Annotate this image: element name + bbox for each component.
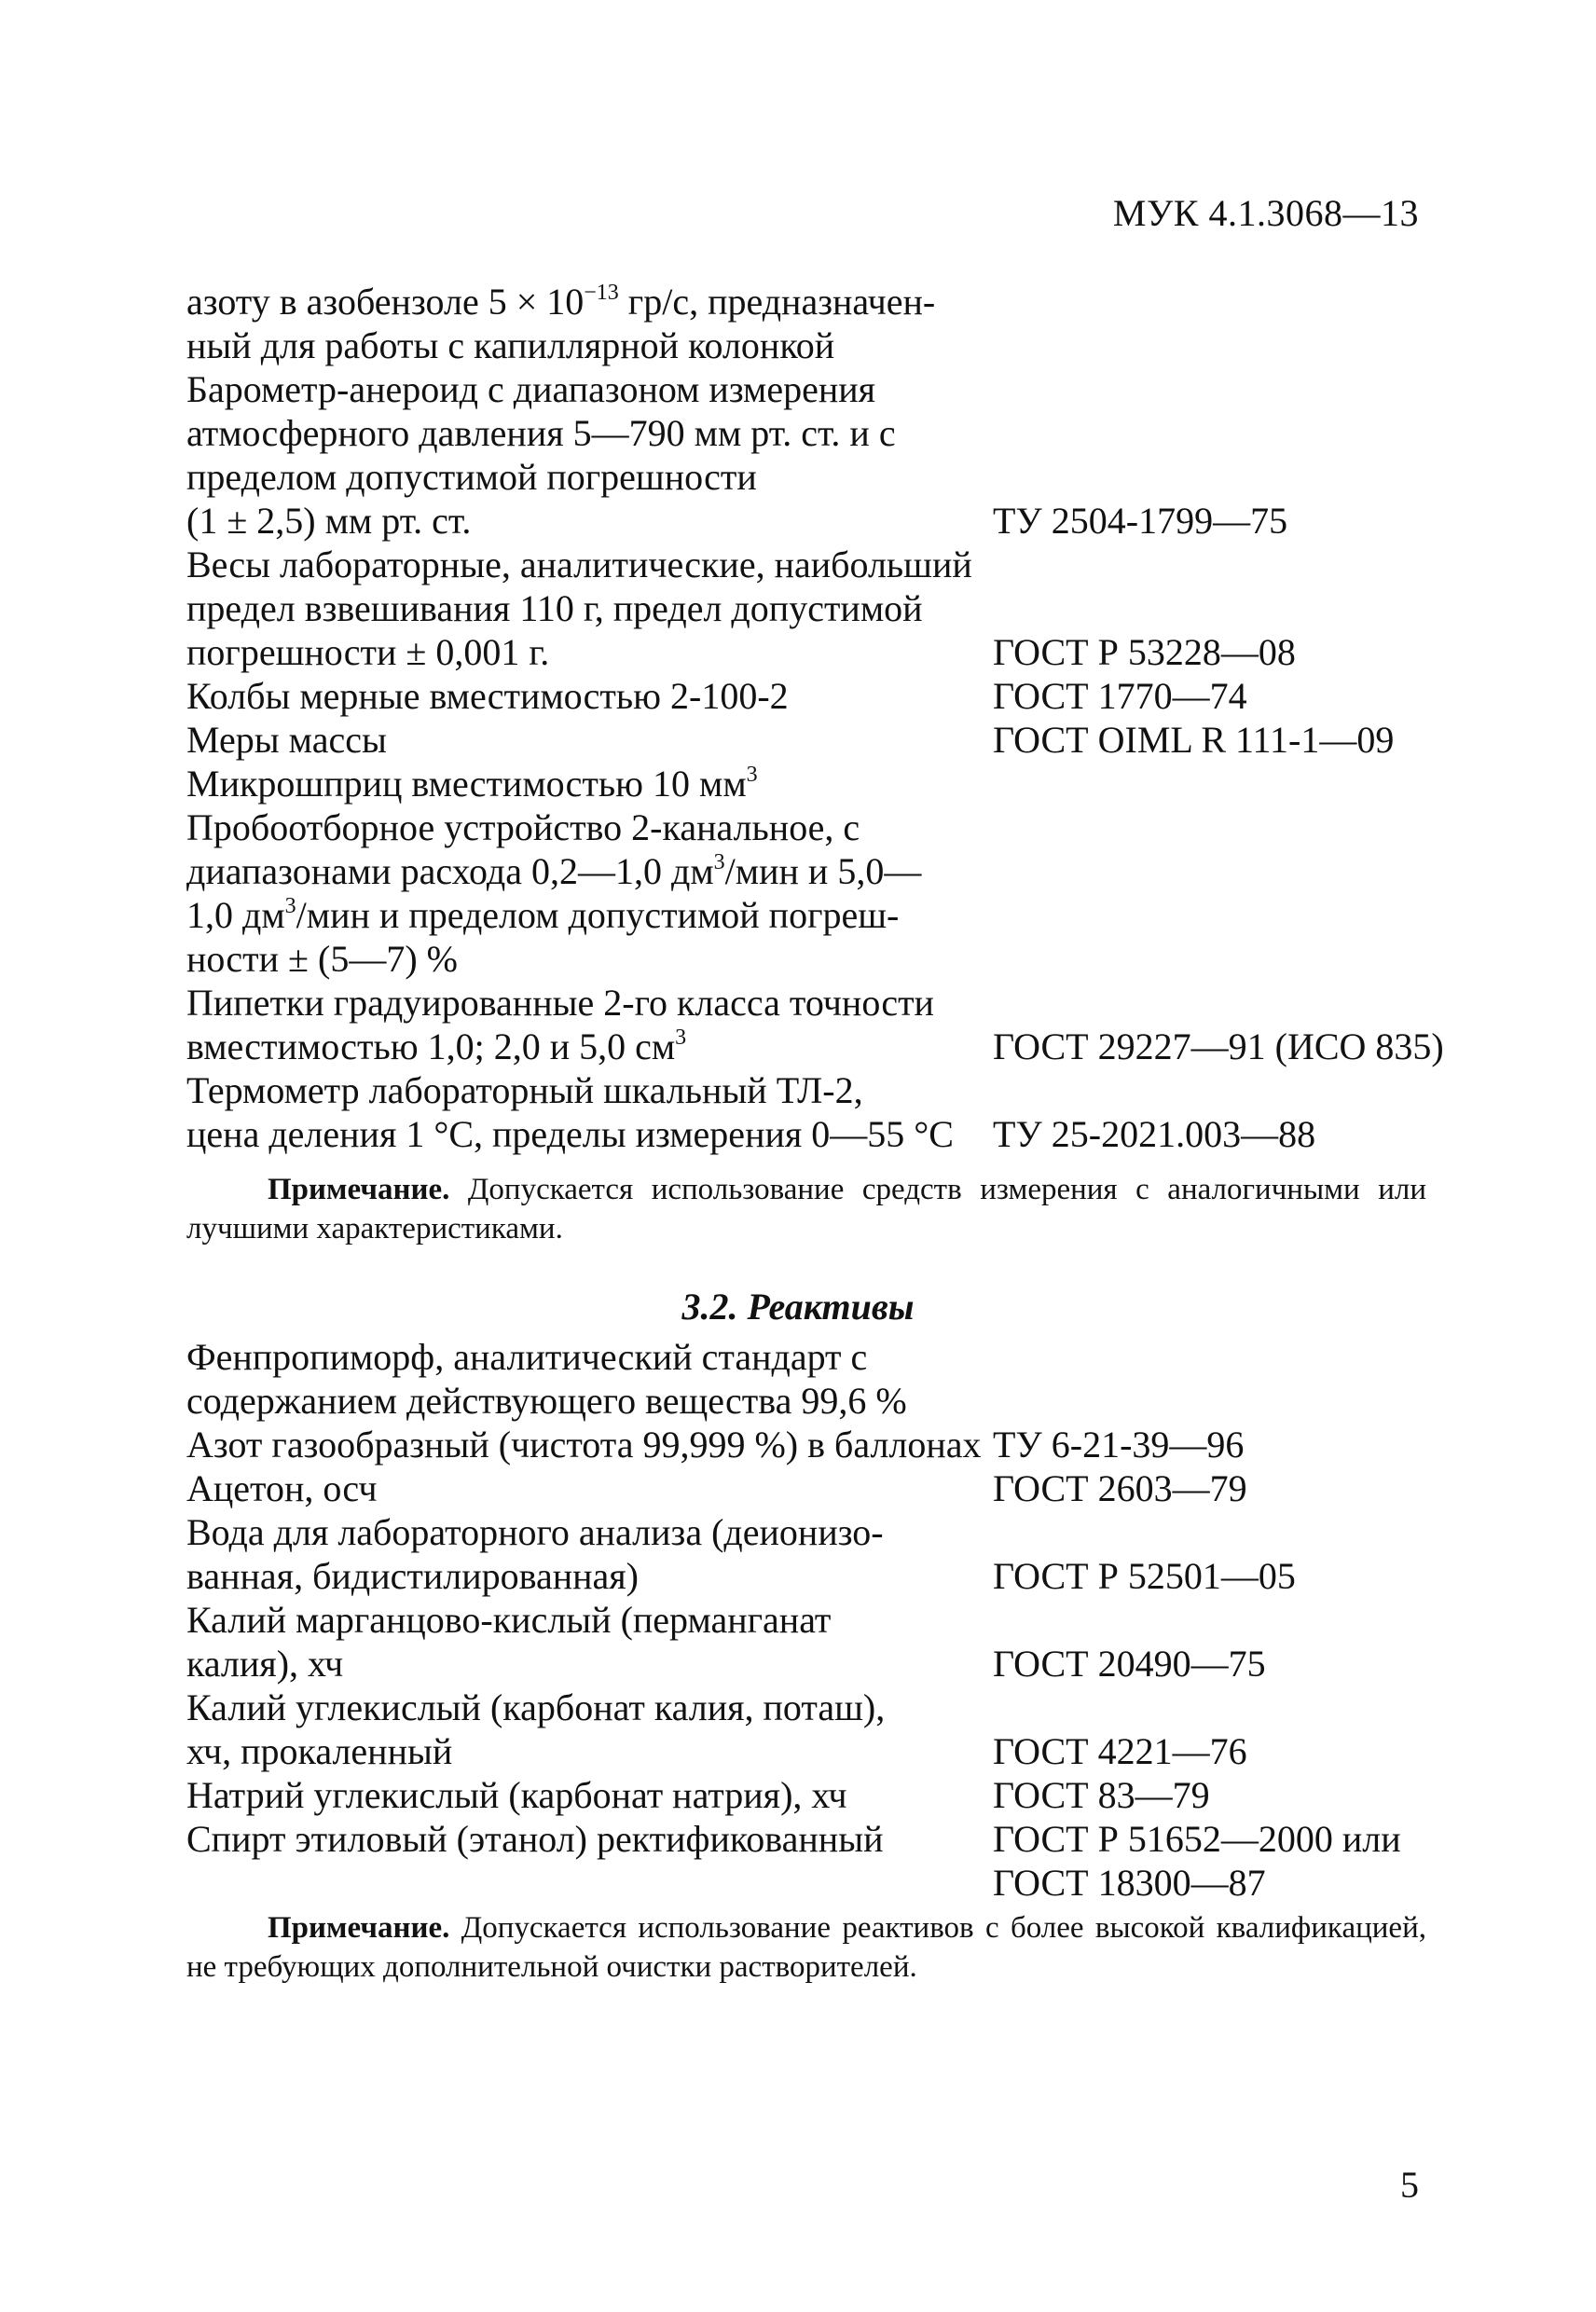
instrument-row bbox=[186, 674, 1492, 718]
instrument-row-standard: ГОСТ 29227—91 (ИСО 835) bbox=[993, 1025, 1444, 1067]
reagent-row-line: Азот газообразный (чистота 99,999 %) в баллонах bbox=[186, 1424, 982, 1466]
instrument-row-name bbox=[186, 367, 993, 543]
instrument-row-name bbox=[186, 718, 993, 762]
instrument-row-line: диапазонами расхода 0,2—1,0 $дм^3$/мин и 5,0— bbox=[186, 850, 922, 892]
instrument-row-standard: ТУ 25-2021.003—88 bbox=[993, 1113, 1316, 1155]
reagent-row-name bbox=[186, 1335, 993, 1423]
reagent-row-standard: ГОСТ 83—79 bbox=[993, 1774, 1210, 1816]
instrument-row-name bbox=[186, 981, 993, 1068]
instrument-row bbox=[186, 981, 1492, 1068]
reagent-row-name bbox=[186, 1466, 993, 1510]
reagent-row-line: Вода для лабораторного анализа (деионизо- bbox=[186, 1511, 884, 1553]
instrument-row-line: Барометр-анероид с диапазоном измерения bbox=[186, 368, 876, 410]
instrument-row-line: Колбы мерные вместимостью 2-100-2 bbox=[186, 675, 789, 717]
reagent-row bbox=[186, 1686, 1492, 1773]
reagent-row-name bbox=[186, 1686, 993, 1773]
instrument-row-name bbox=[186, 805, 993, 981]
reagent-row-line: Натрий углекислый (карбонат натрия), хч bbox=[186, 1774, 847, 1816]
reagent-row-name bbox=[186, 1423, 993, 1466]
reagent-row-line: Спирт этиловый (этанол) ректификованный bbox=[186, 1818, 884, 1860]
reagent-row-line: калия), хч bbox=[186, 1643, 344, 1685]
reagent-row-line: содержанием действующего вещества 99,6 % bbox=[186, 1380, 907, 1422]
reagent-row-standard: ГОСТ 4221—76 bbox=[993, 1730, 1247, 1772]
instrument-row-line: азоту в азобензоле $5 \times 10^{-13}$ гр/с, предназначен- bbox=[186, 281, 936, 323]
instrument-row-line: ности ± (5—7) % bbox=[186, 938, 458, 980]
reagent-row bbox=[186, 1773, 1492, 1817]
instrument-row-standard: ГОСТ 1770—74 bbox=[993, 675, 1247, 717]
instrument-row bbox=[186, 762, 1492, 805]
instrument-row-line: погрешности ± 0,001 г. bbox=[186, 631, 550, 673]
reagent-row-standard: ГОСТ 2603—79 bbox=[993, 1467, 1247, 1509]
reagent-row-standard: ГОСТ Р 52501—05 bbox=[993, 1555, 1296, 1597]
instrument-row bbox=[186, 1068, 1492, 1156]
instrument-row-line: вместимостью 1,0; 2,0 и 5,0 $см^3$ bbox=[186, 1025, 687, 1067]
instrument-row-line: Термометр лабораторный шкальный ТЛ-2, bbox=[186, 1069, 863, 1111]
instrument-row bbox=[186, 543, 1492, 674]
document-code: МУК 4.1.3068—13 bbox=[1112, 192, 1419, 234]
instrument-row-line: предел взвешивания 110 г, предел допустимой bbox=[186, 587, 923, 629]
reagent-row-line: Калий марганцово-кислый (перманганат bbox=[186, 1599, 832, 1641]
instrument-row-line: Меры массы bbox=[186, 719, 387, 761]
instruments-list bbox=[186, 280, 1492, 1156]
instrument-row-line: пределом допустимой погрешности bbox=[186, 456, 757, 498]
instrument-row-standard: ТУ 2504-1799—75 bbox=[993, 500, 1288, 542]
reagent-row-name bbox=[186, 1598, 993, 1686]
reagent-row-name bbox=[186, 1773, 993, 1817]
instrument-row-line: цена деления 1 °С, пределы измерения 0—55 °С bbox=[186, 1113, 954, 1155]
note-instruments bbox=[186, 1170, 1426, 1248]
instrument-row-name bbox=[186, 1068, 993, 1156]
reagent-row bbox=[186, 1817, 1492, 1861]
instrument-row bbox=[186, 367, 1492, 543]
reagent-row bbox=[186, 1861, 1492, 1905]
instrument-row-line: (1 ± 2,5) мм рт. ст. bbox=[186, 500, 472, 542]
instrument-row-name bbox=[186, 674, 993, 718]
instrument-row bbox=[186, 280, 1492, 367]
reagents-list bbox=[186, 1335, 1492, 1905]
instrument-row-standard: ГОСТ Р 53228—08 bbox=[993, 631, 1296, 673]
note-text: Допускается использование реактивов с более высокой квалификацией, не требующих дополнительной очистки растворителей. bbox=[186, 1911, 1426, 1984]
instrument-row-name bbox=[186, 280, 993, 367]
reagent-row-name bbox=[186, 1861, 993, 1905]
instrument-row-line: Пипетки градуированные 2-го класса точности bbox=[186, 982, 934, 1024]
note-label: Примечание. bbox=[268, 1911, 450, 1945]
instrument-row-line: ный для работы с капиллярной колонкой bbox=[186, 324, 835, 366]
reagent-row-line: хч, прокаленный bbox=[186, 1730, 453, 1772]
note-reagents bbox=[186, 1908, 1426, 1987]
reagent-row-name bbox=[186, 1510, 993, 1598]
reagent-row-standard: ГОСТ 20490—75 bbox=[993, 1643, 1266, 1685]
reagent-row bbox=[186, 1510, 1492, 1598]
note-text: Допускается использование средств измерения с аналогичными или лучшими характеристиками. bbox=[186, 1173, 1426, 1245]
reagent-row bbox=[186, 1335, 1492, 1423]
reagent-row-standard: ГОСТ 18300—87 bbox=[993, 1862, 1266, 1904]
reagent-row-line bbox=[186, 1861, 993, 1905]
instrument-row-line: 1,0 $дм^3$/мин и пределом допустимой погреш- bbox=[186, 894, 900, 936]
instrument-row-name bbox=[186, 762, 993, 805]
instrument-row-line: Пробоотборное устройство 2-канальное, с bbox=[186, 806, 860, 848]
reagent-row bbox=[186, 1466, 1492, 1510]
reagent-row bbox=[186, 1598, 1492, 1686]
section-title: 3.2. Реактивы bbox=[681, 1286, 915, 1328]
reagent-row-line: Калий углекислый (карбонат калия, поташ), bbox=[186, 1686, 886, 1728]
instrument-row-line: Микрошприц вместимостью 10 $мм^3$ bbox=[186, 763, 758, 805]
instrument-row-line: Весы лабораторные, аналитические, наибольший bbox=[186, 544, 972, 585]
instrument-row bbox=[186, 805, 1492, 981]
note-label: Примечание. bbox=[268, 1173, 450, 1206]
reagent-row-standard: ГОСТ Р 51652—2000 или bbox=[993, 1818, 1401, 1860]
reagent-row bbox=[186, 1423, 1492, 1466]
reagent-row-name bbox=[186, 1817, 993, 1861]
reagent-row-line: Ацетон, осч bbox=[186, 1467, 378, 1509]
reagent-row-line: Фенпропиморф, аналитический стандарт с bbox=[186, 1336, 868, 1378]
reagent-row-line: ванная, бидистилированная) bbox=[186, 1555, 639, 1597]
instrument-row-standard: ГОСТ OIML R 111-1—09 bbox=[993, 719, 1395, 761]
instrument-row-name bbox=[186, 543, 993, 674]
instrument-row-line: атмосферного давления 5—790 мм рт. ст. и с bbox=[186, 412, 896, 454]
reagent-row-standard: ТУ 6-21-39—96 bbox=[993, 1424, 1245, 1466]
instrument-row bbox=[186, 718, 1492, 762]
page-number: 5 bbox=[1400, 2164, 1419, 2206]
